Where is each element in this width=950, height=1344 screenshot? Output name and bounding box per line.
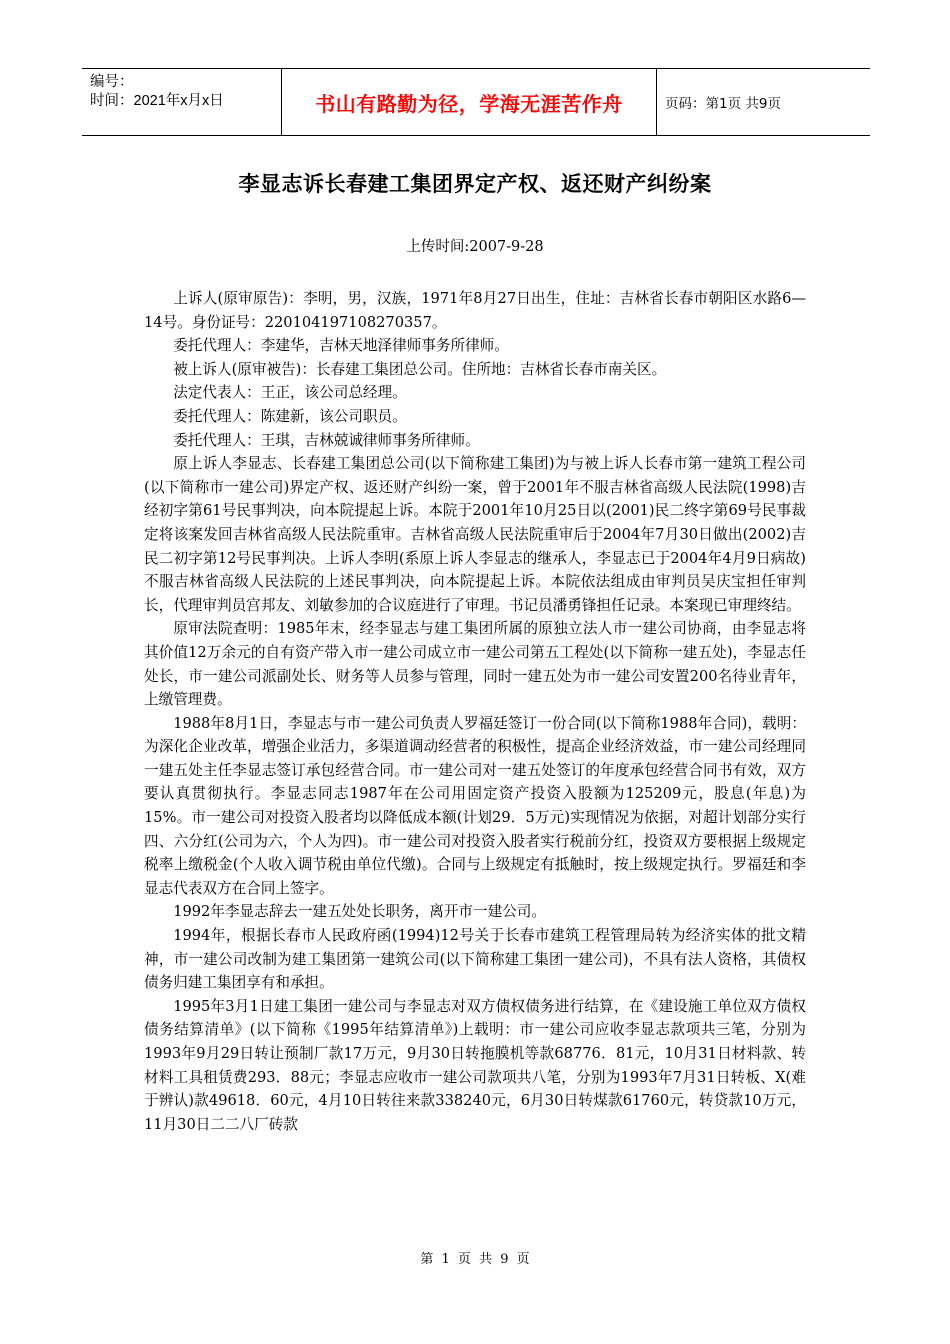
paragraph: 被上诉人(原审被告)：长春建工集团总公司。住所地：吉林省长春市南关区。 <box>173 360 667 378</box>
paragraph: 原上诉人李显志、长春建工集团总公司(以下简称建工集团)为与被上诉人长春市第一建筑工程公司(以下简称市一建公司)界定产权、返还财产纠纷一案，曾于2001年不服吉林省高级人民法院(1998)吉经初字第61号民事判决，向本院提起上诉。本院于2001年10月25日以(2001)民二终字第69号民事裁定将该案发回吉林省高级人民法院重审。吉林省高级人民法院重审后于2004年7月30日做出(2002)吉民二初字第12号民事判决。上诉人李明(系原上诉人李显志的继承人，李显志已于2004年4月9日病故)不服吉林省高级人民法院的上述民事判决，向本院提起上诉。本院依法组成由审判员吴庆宝担任审判长，代理审判员宫邦友、刘敏参加的合议庭进行了审理。书记员潘勇锋担任记录。本案现已审理终结。 <box>144 455 806 614</box>
page-header <box>82 68 870 136</box>
header-motto: 书山有路勤为径，学海无涯苦作舟 <box>315 91 623 116</box>
paragraph: 委托代理人：王琪，吉林兢诚律师事务所律师。 <box>173 431 480 449</box>
paragraph: 原审法院查明：1985年末，经李显志与建工集团所属的原独立法人市一建公司协商，由李显志将其价值12万余元的自有资产带入市一建公司成立市一建公司第五工程处(以下简称一建五处)，李显志任处长，市一建公司派副处长、财务等人员参与管理，同时一建五处为市一建公司安置200名待业青年，上缴管理费。 <box>144 620 806 709</box>
page-footer: 第 1 页 共 9 页 <box>420 1252 530 1267</box>
header-page-number: 页码：第1页 共9页 <box>665 96 781 112</box>
upload-time: 上传时间:2007-9-28 <box>406 239 544 255</box>
document-title: 李显志诉长春建工集团界定产权、返还财产纠纷案 <box>238 171 712 196</box>
header-motto-cell <box>281 69 657 135</box>
paragraph: 1988年8月1日，李显志与市一建公司负责人罗福廷签订一份合同(以下简称1988年合同)，载明：为深化企业改革，增强企业活力，多渠道调动经营者的积极性，提高企业经济效益，市一建公司经理同一建五处主任李显志签订承包经营合同。市一建公司对一建五处签订的年度承包经营合同书有效，双方要认真贯彻执行。李显志同志1987年在公司用固定资产投资入股额为125209元，股息(年息)为15%。市一建公司对投资入股者均以降低成本额(计划29．5万元)实现情况为依据，对超计划部分实行四、六分红(公司为六，个人为四)。市一建公司对投资入股者实行税前分红，投资双方要根据上级规定税率上缴税金(个人收入调节税由单位代缴)。合同与上级规定有抵触时，按上级规定执行。罗福廷和李显志代表双方在合同上签字。 <box>144 714 806 897</box>
document-body <box>144 287 806 1136</box>
paragraph: 1994年，根据长春市人民政府函(1994)12号关于长春市建筑工程管理局转为经济实体的批文精神，市一建公司改制为建工集团第一建筑公司(以下简称建工集团一建公司)，不具有法人资格，其债权债务归建工集团享有和承担。 <box>144 927 806 992</box>
paragraph: 委托代理人：李建华，吉林天地泽律师事务所律师。 <box>173 337 509 355</box>
document-time-label: 时间：2021年x月x日 <box>90 93 224 109</box>
paragraph: 委托代理人：陈建新，该公司职员。 <box>173 407 407 425</box>
paragraph: 法定代表人：王正，该公司总经理。 <box>173 384 407 402</box>
paragraph: 1995年3月1日建工集团一建公司与李显志对双方债权债务进行结算，在《建设施工单位双方债权债务结算清单》(以下简称《1995年结算清单》)上载明：市一建公司应收李显志款项共三笔，分别为1993年9月29日转让预制厂款17万元，9月30日转拖膜机等款68776．81元，10月31日材料款、转材料工具租赁费293．88元；李显志应收市一建公司款项共八笔，分别为1993年7月31日转板、X(难于辨认)款49618．60元，4月10日转往来款338240元，6月30日转煤款61760元，转贷款10万元，11月30日二二八厂砖款 <box>144 997 806 1133</box>
paragraph: 1992年李显志辞去一建五处处长职务，离开市一建公司。 <box>173 903 546 921</box>
paragraph: 上诉人(原审原告)：李明，男，汉族，1971年8月27日出生，住址：吉林省长春市朝阳区水路6—14号。身份证号：220104197108270357。 <box>144 290 806 331</box>
header-page-cell <box>657 69 870 135</box>
header-meta <box>82 69 281 135</box>
document-number-label: 编号： <box>90 74 134 90</box>
